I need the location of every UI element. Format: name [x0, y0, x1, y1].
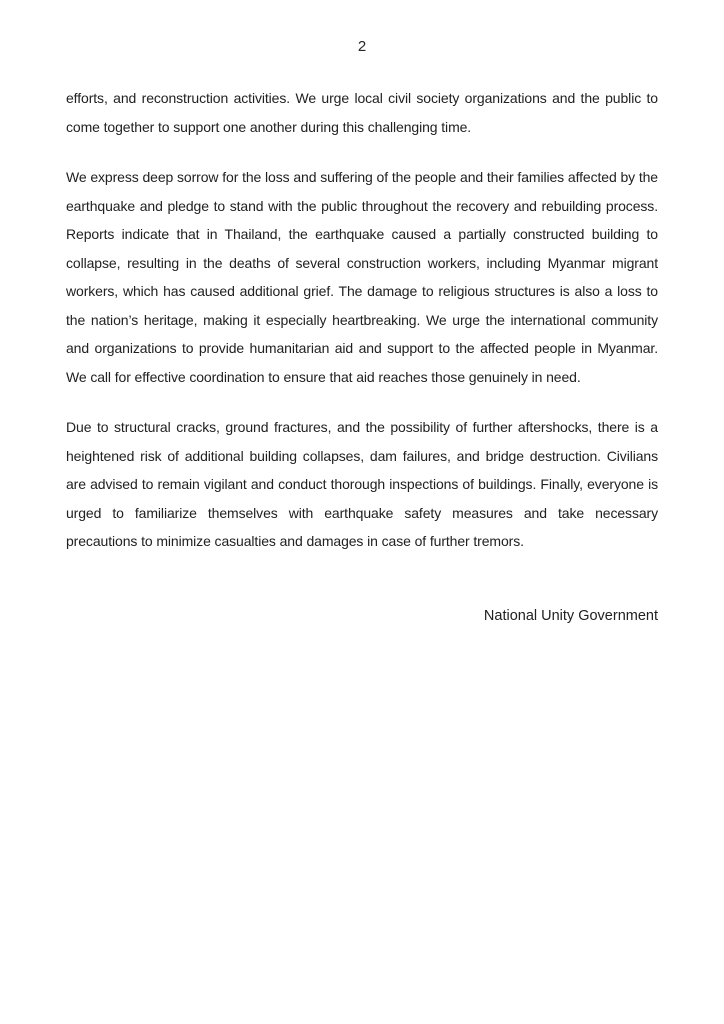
- body-paragraph: Due to structural cracks, ground fractures, and the possibility of further aftershocks, there is a heightened risk of additional building collapses, dam failures, and bridge destruction. Civilians are advised to remain vigilant and conduct thorough inspections of buildings. Finally, everyone is urged to familiarize themselves with earthquake safety measures and take necessary precautions to minimize casualties and damages in case of further tremors.: [66, 419, 658, 549]
- body-paragraph: efforts, and reconstruction activities. We urge local civil society organizations and the public to come together to support one another during this challenging time.: [66, 90, 658, 135]
- signature-line: National Unity Government: [483, 607, 658, 624]
- body-paragraph: We express deep sorrow for the loss and suffering of the people and their families affected by the earthquake and pledge to stand with the public throughout the recovery and rebuilding process. Reports indicate that in Thailand, the earthquake caused a partially constructed building to collapse, resulting in the deaths of several construction workers, including Myanmar migrant workers, which has caused additional grief. The damage to religious structures is also a loss to the nation’s heritage, making it especially heartbreaking. We urge the international community and organizations to provide humanitarian aid and support to the affected people in Myanmar. We call for effective coordination to ensure that aid reaches those genuinely in need.: [66, 169, 658, 385]
- page-number: 2: [357, 38, 367, 55]
- document-body: [66, 84, 658, 630]
